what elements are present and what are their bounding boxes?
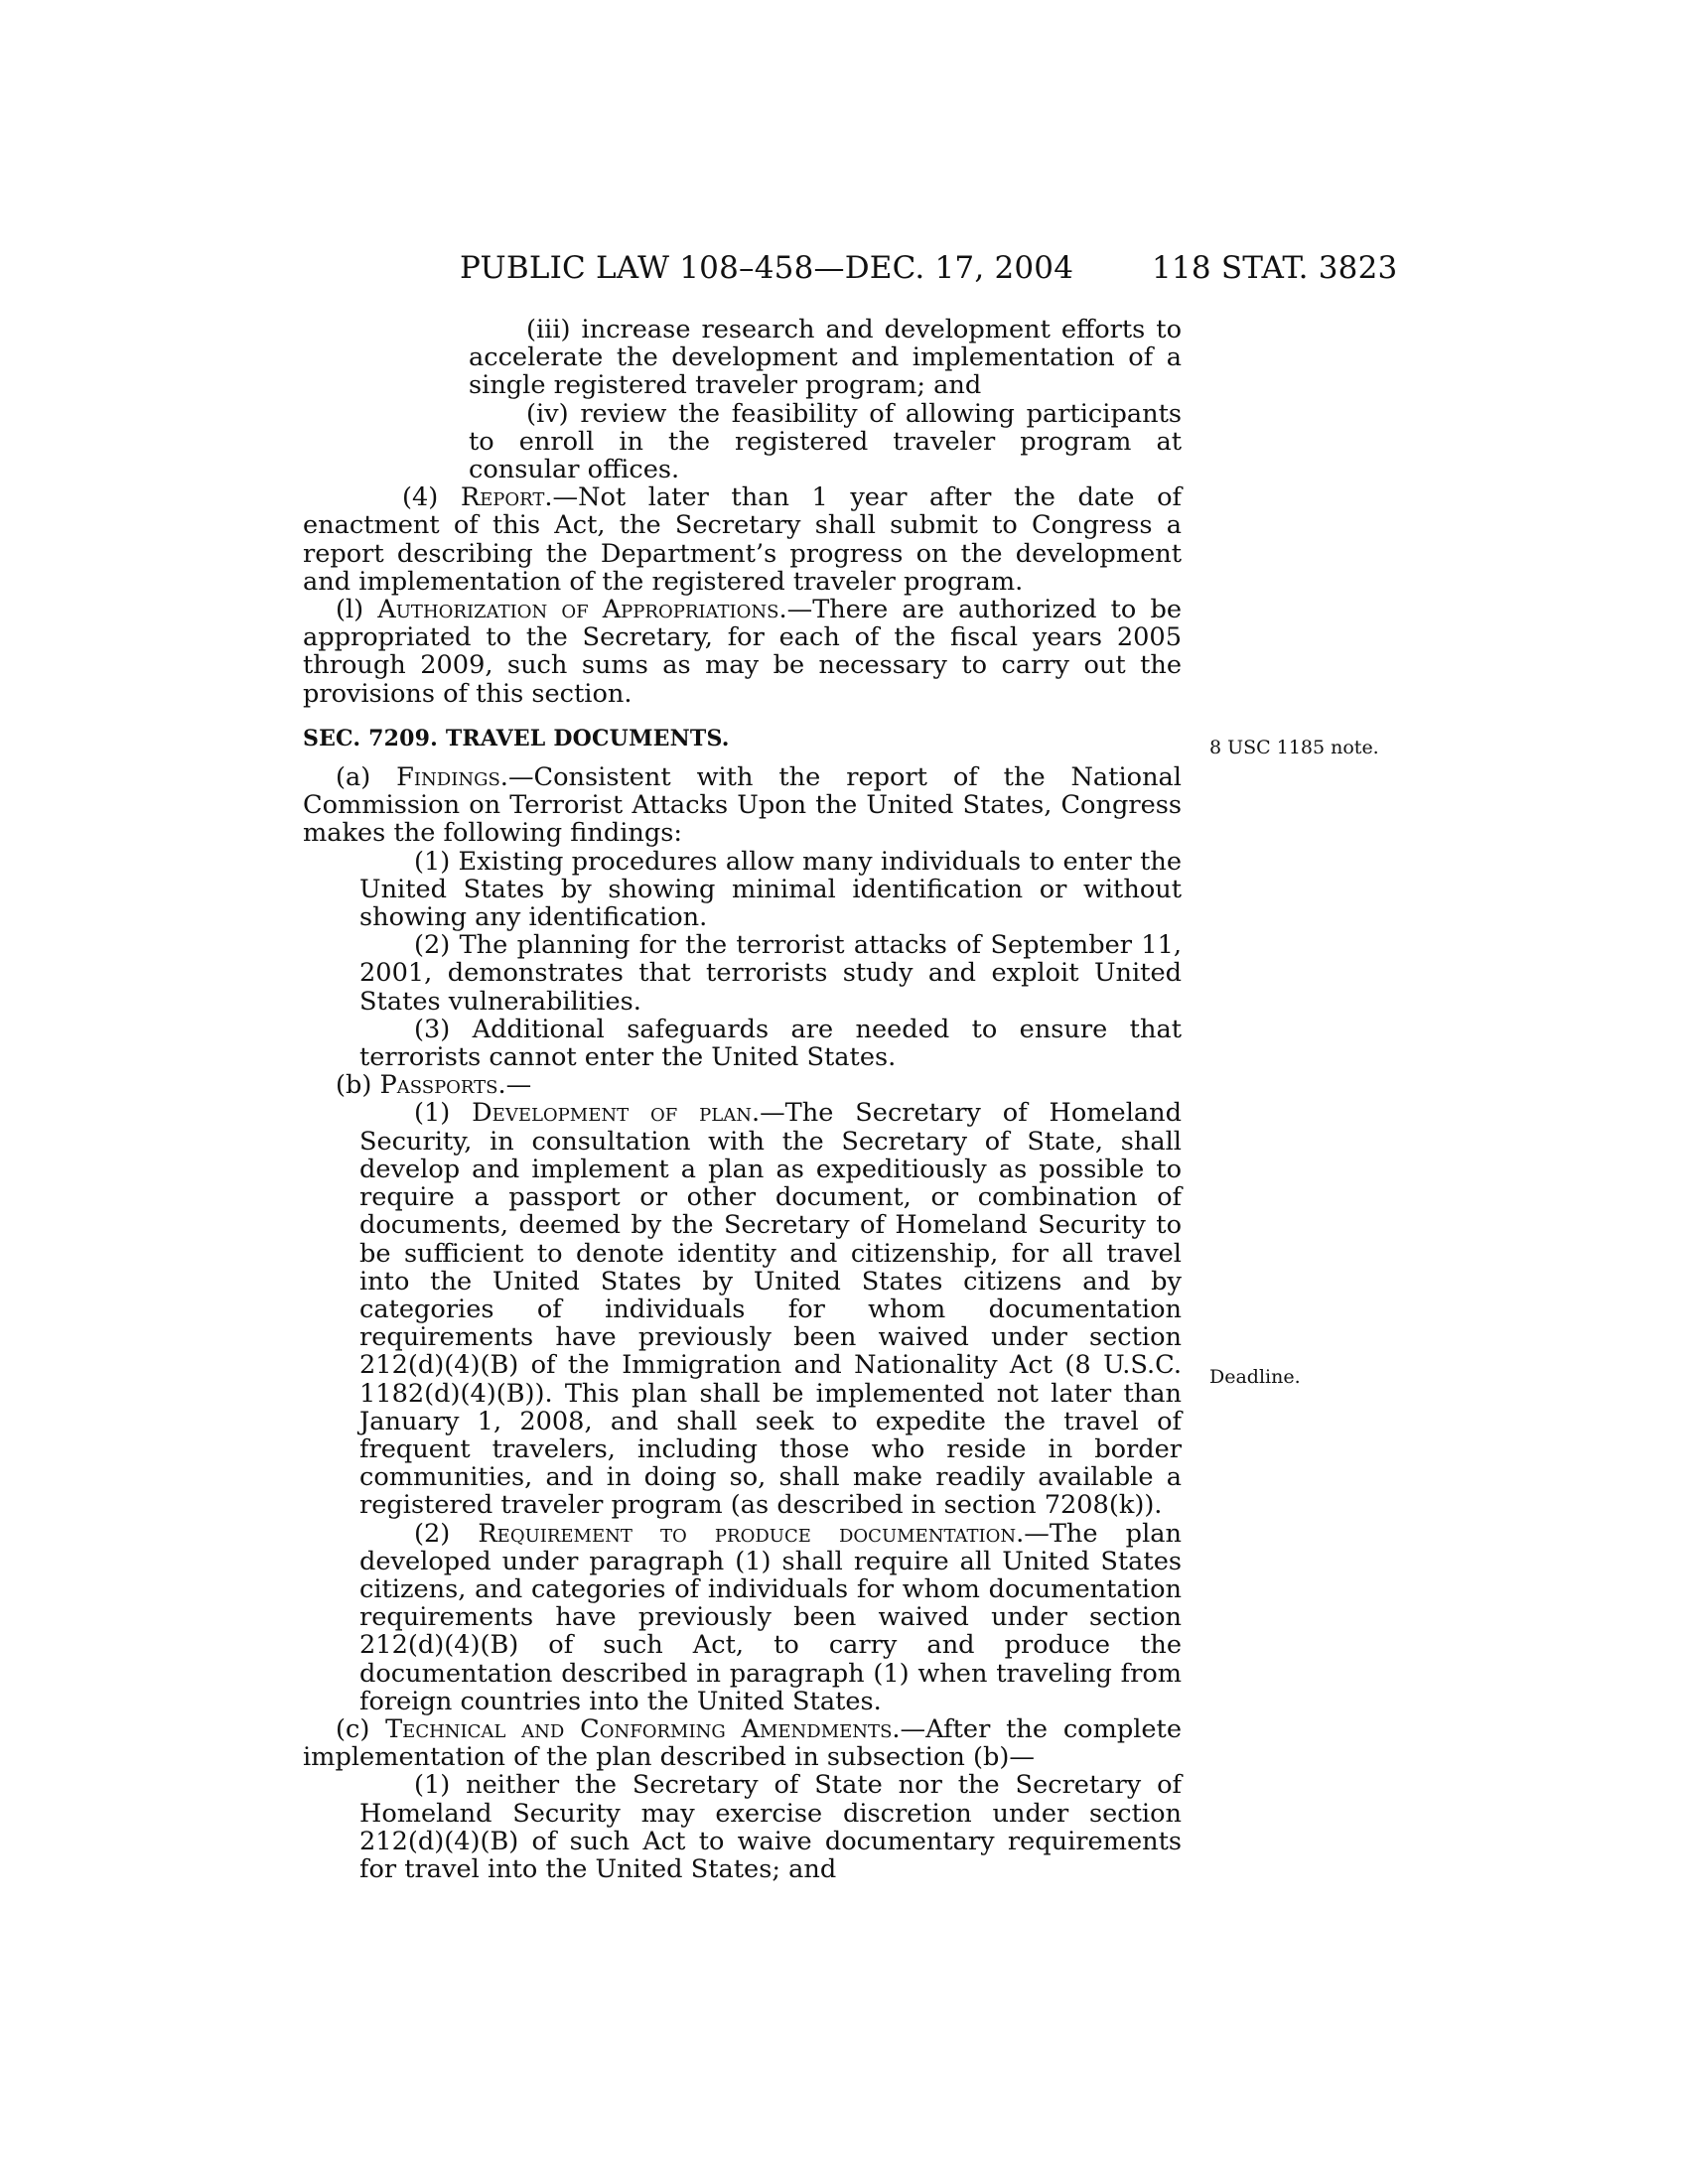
paragraph-heading: Requirement to produce documentation. bbox=[478, 1518, 1025, 1549]
paragraph-text: — bbox=[505, 1070, 532, 1101]
paragraph-b-2 bbox=[303, 1520, 1182, 1715]
margin-note-deadline: Deadline. bbox=[1209, 1366, 1301, 1388]
paragraph-c-amendments bbox=[303, 1715, 1182, 1771]
paragraph-heading: Report. bbox=[460, 482, 553, 513]
paragraph-a-1: (1) Existing procedures allow many individuals to enter the United States by showing minimal identification or without showing any identification. bbox=[359, 846, 1182, 933]
paragraph-l-appropriations bbox=[303, 596, 1182, 708]
paragraph-a-findings bbox=[303, 763, 1182, 848]
section-heading: SEC. 7209. TRAVEL DOCUMENTS. bbox=[303, 725, 730, 751]
running-header-left: PUBLIC LAW 108–458—DEC. 17, 2004 bbox=[460, 250, 1074, 286]
paragraph-number: (1) bbox=[414, 1098, 473, 1129]
document-body bbox=[303, 316, 1182, 1883]
paragraph-heading: Findings. bbox=[396, 762, 508, 793]
paragraph-iii: (iii) increase research and development efforts to accelerate the development and implementation of a single registered traveler program; and bbox=[469, 315, 1182, 401]
paragraph-text: —Not later than 1 year after the date of enactment of this Act, the Secretary shall submit to Congress a report describing the Department’s progress on the development and implementation of the registered traveler program. bbox=[303, 482, 1182, 597]
paragraph-number: (2) bbox=[414, 1518, 479, 1549]
paragraph-c-1: (1) neither the Secretary of State nor the Secretary of Homeland Security may exercise discretion under section 212(d)(4)(B) of such Act to waive documentary requirements for travel into the United States; and bbox=[359, 1770, 1182, 1884]
paragraph-heading: Authorization of Appropriations. bbox=[377, 595, 787, 625]
paragraph-heading: Technical and Conforming Amendments. bbox=[385, 1713, 901, 1744]
paragraph-text: —After the complete implementation of the plan described in subsection (b)— bbox=[303, 1713, 1182, 1773]
paragraph-text: —Consistent with the report of the National Commission on Terrorist Attacks Upon the United States, Congress makes the following findings: bbox=[303, 762, 1182, 849]
paragraph-text: —The plan developed under paragraph (1) shall require all United States citizens, and categories of individuals for whom documentation requirements have previously been waived under section 212(d)(4)(B) of such Act, to carry and produce the documentation described in paragraph (1) when traveling from foreign countries into the United States. bbox=[359, 1518, 1182, 1716]
paragraph-number: (4) bbox=[402, 482, 461, 513]
paragraph-text: —There are authorized to be appropriated to the Secretary, for each of the fiscal years 2005 through 2009, such sums as may be necessary to carry out the provisions of this section. bbox=[303, 595, 1182, 709]
paragraph-4-report bbox=[303, 483, 1182, 596]
paragraph-b-passports bbox=[303, 1071, 1182, 1099]
paragraph-a-2: (2) The planning for the terrorist attacks of September 11, 2001, demonstrates that terrorists study and exploit United States vulnerabilities. bbox=[359, 930, 1182, 1017]
paragraph-a-3: (3) Additional safeguards are needed to ensure that terrorists cannot enter the United States. bbox=[359, 1014, 1182, 1073]
running-header-right: 118 STAT. 3823 bbox=[1152, 250, 1398, 286]
paragraph-number: (a) bbox=[336, 762, 397, 793]
paragraph-heading: Passports. bbox=[379, 1070, 506, 1101]
margin-note-usc: 8 USC 1185 note. bbox=[1209, 737, 1379, 758]
paragraph-b-1 bbox=[303, 1099, 1182, 1519]
paragraph-number: (l) bbox=[336, 595, 378, 625]
paragraph-iv: (iv) review the feasibility of allowing participants to enroll in the registered traveler program at consular offices. bbox=[469, 398, 1182, 485]
paragraph-number: (b) bbox=[336, 1070, 380, 1101]
paragraph-number: (c) bbox=[336, 1713, 386, 1744]
paragraph-text: —The Secretary of Homeland Security, in consultation with the Secretary of State, shall develop and implement a plan as expeditiously as possible to require a passport or other document, or combination of documents, deemed by the Secretary of Homeland Security to be sufficient to denote identity and citizenship, for all travel into the United States by United States citizens and by categories of individuals for whom documentation requirements have previously been waived under section 212(d)(4)(B) of the Immigration and Nationality Act (8 U.S.C. 1182(d)(4)(B)). This plan shall be implemented not later than January 1, 2008, and shall seek to expedite the travel of frequent travelers, including those who reside in border communities, and in doing so, shall make readily available a registered traveler program (as described in section 7208(k)). bbox=[359, 1098, 1183, 1521]
paragraph-heading: Development of plan. bbox=[472, 1098, 761, 1129]
